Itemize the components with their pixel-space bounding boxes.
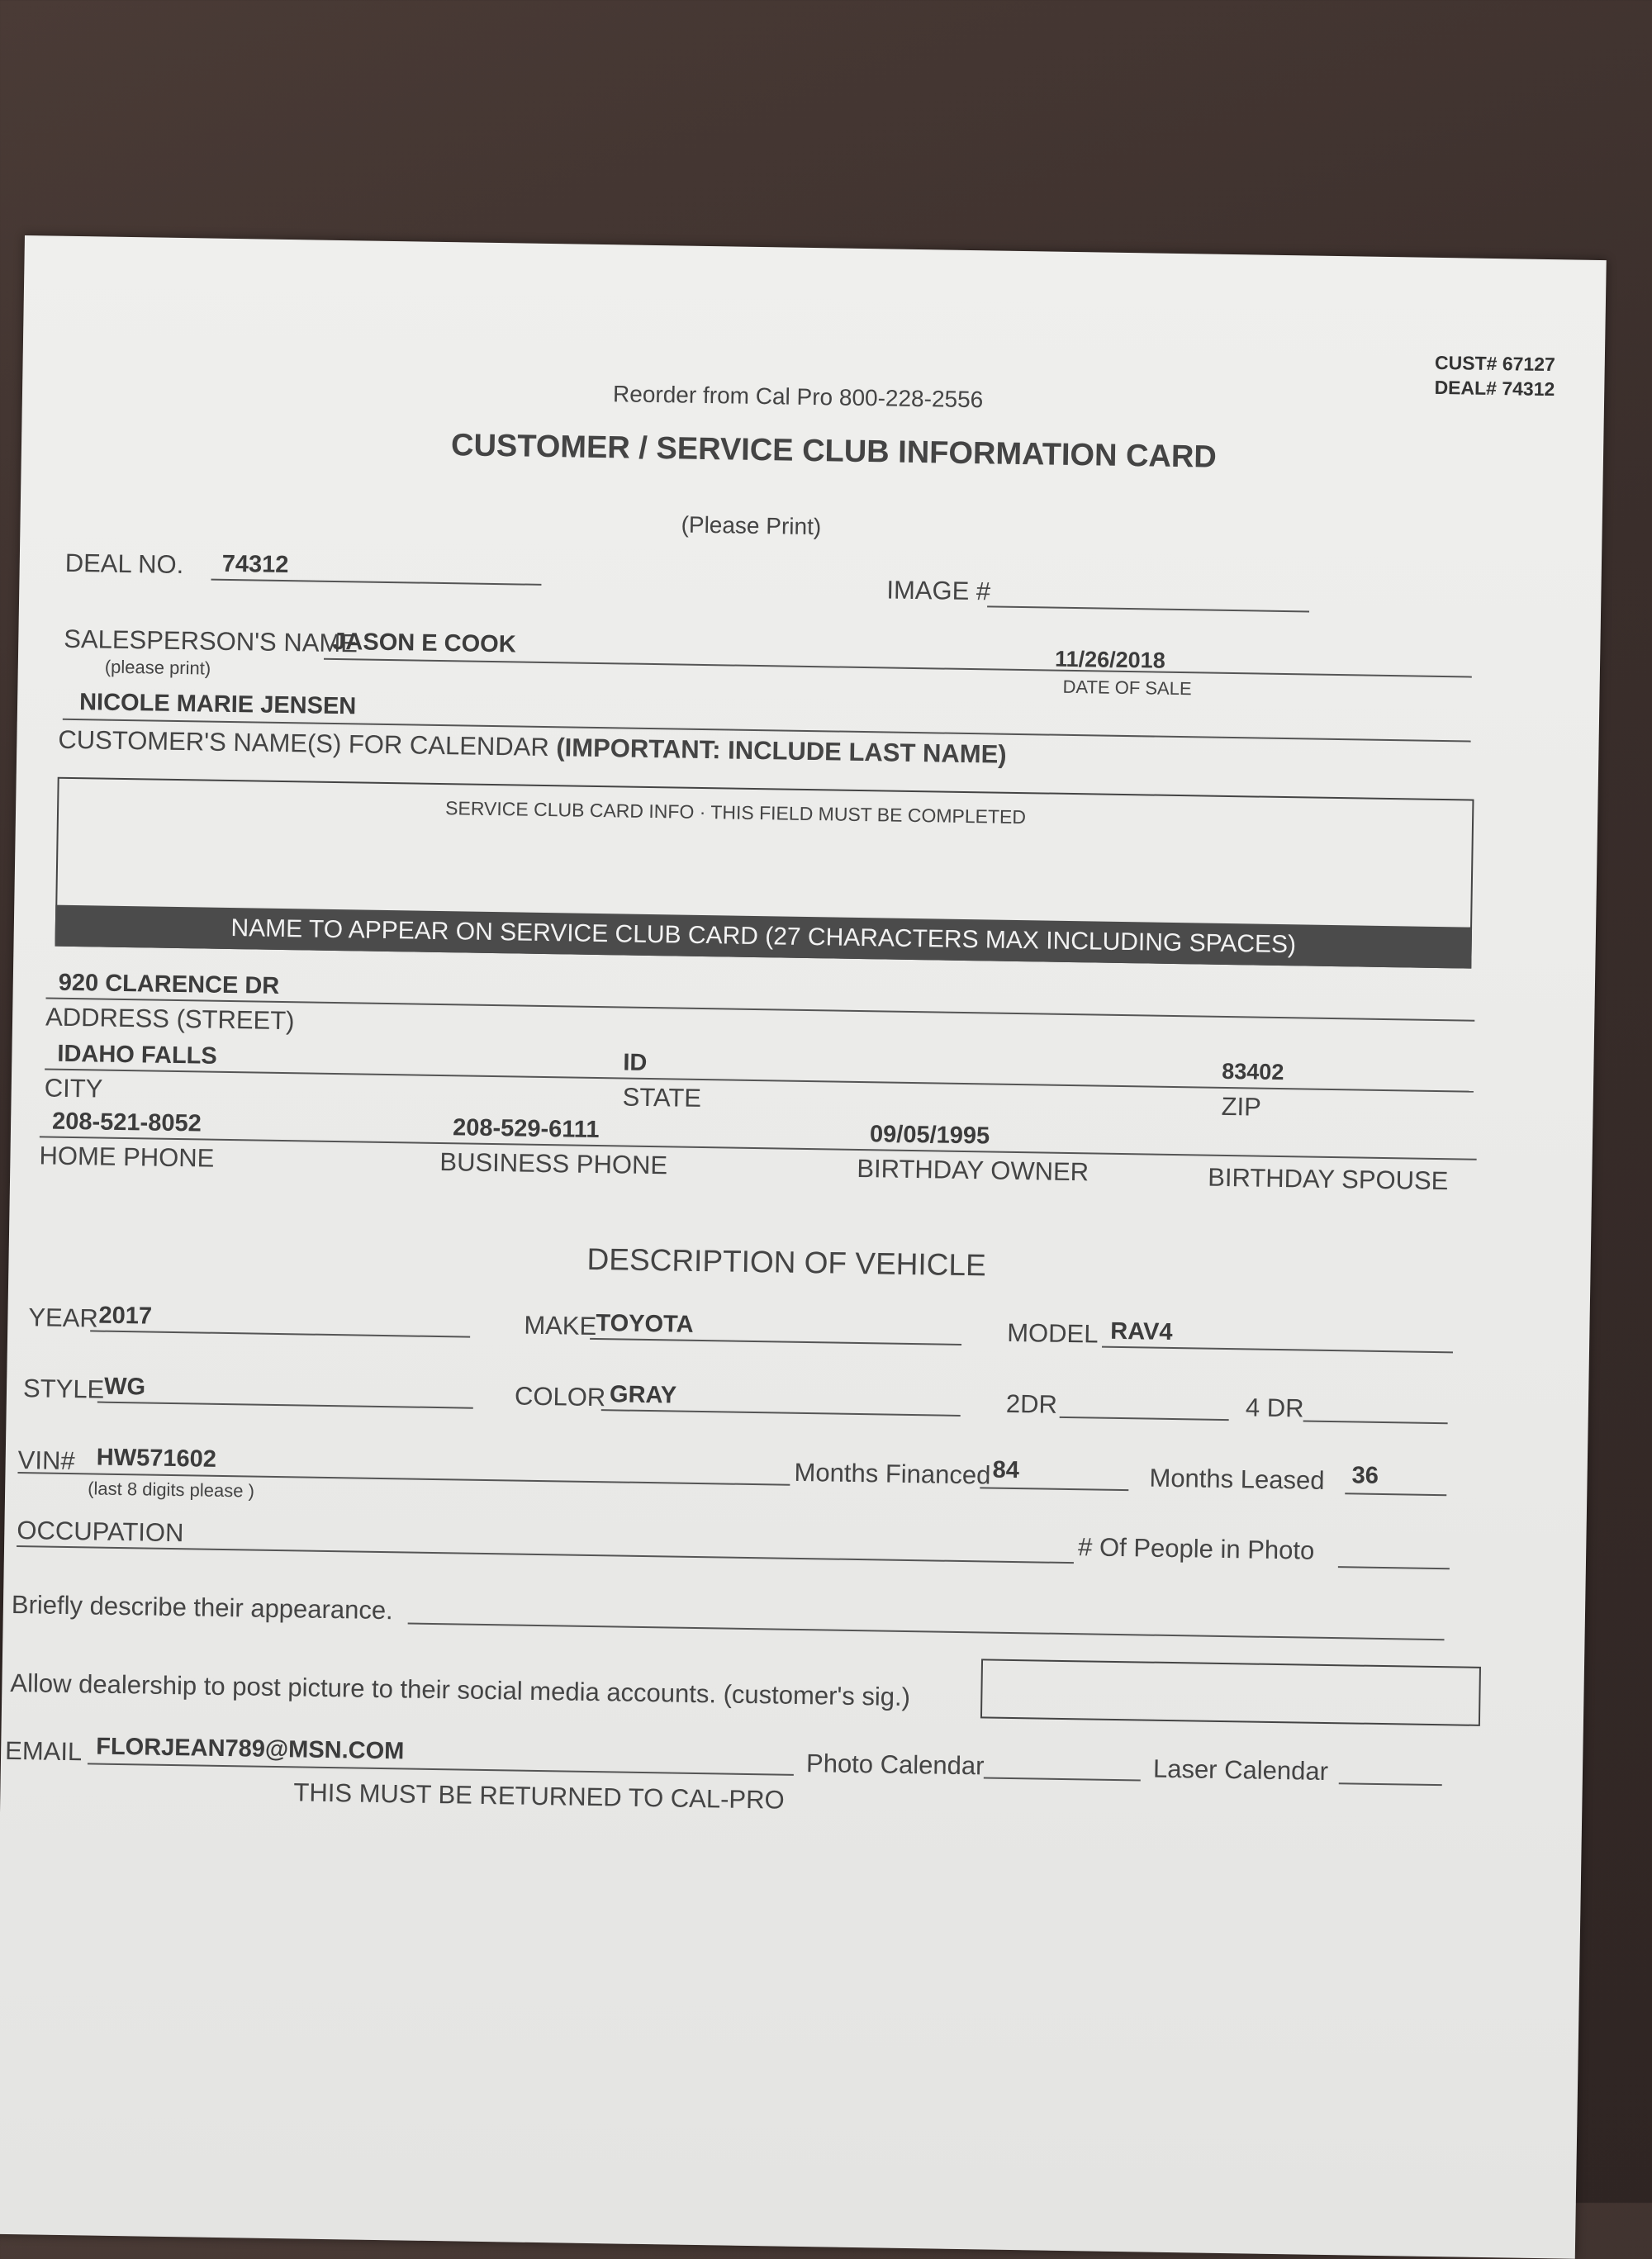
- year-line: [90, 1330, 470, 1337]
- phones-line: [40, 1136, 1477, 1160]
- email-value[interactable]: FLORJEAN789@MSN.COM: [96, 1733, 405, 1765]
- salesperson-value[interactable]: JASON E COOK: [332, 628, 516, 658]
- deal-no-line: [211, 579, 541, 586]
- people-in-photo-line: [1338, 1566, 1450, 1569]
- birthday-owner-value[interactable]: 09/05/1995: [869, 1121, 990, 1150]
- style-line: [97, 1402, 473, 1409]
- color-value[interactable]: GRAY: [609, 1381, 677, 1409]
- address-value[interactable]: 920 CLARENCE DR: [58, 969, 280, 999]
- vin-value[interactable]: HW571602: [96, 1444, 217, 1473]
- image-no-label: IMAGE #: [886, 575, 991, 606]
- months-financed-line: [980, 1487, 1128, 1491]
- vin-sub: (last 8 digits please ): [87, 1478, 255, 1502]
- two-dr-label: 2DR: [1005, 1388, 1058, 1419]
- photo-calendar-line: [984, 1777, 1141, 1781]
- salesperson-sub: (please print): [104, 656, 211, 679]
- laser-calendar-label: Laser Calendar: [1152, 1754, 1329, 1787]
- social-media-label: Allow dealership to post picture to their social media accounts. (customer's sig.): [10, 1668, 911, 1712]
- zip-value[interactable]: 83402: [1222, 1058, 1284, 1085]
- months-financed-value[interactable]: 84: [992, 1456, 1020, 1484]
- business-phone-label: BUSINESS PHONE: [439, 1147, 668, 1180]
- service-club-card-bar: NAME TO APPEAR ON SERVICE CLUB CARD (27 CHARACTERS MAX INCLUDING SPACES): [55, 905, 1472, 969]
- home-phone-label: HOME PHONE: [39, 1141, 215, 1173]
- photo-calendar-label: Photo Calendar: [805, 1749, 985, 1781]
- form-card: [0, 235, 1607, 2259]
- deal-no-label: DEAL NO.: [64, 548, 184, 580]
- color-label: COLOR: [514, 1381, 606, 1412]
- vin-label: VIN#: [17, 1445, 75, 1476]
- vehicle-section-title: DESCRIPTION OF VEHICLE: [586, 1241, 987, 1283]
- date-of-sale-label: DATE OF SALE: [1062, 676, 1192, 700]
- business-phone-value[interactable]: 208-529-6111: [452, 1114, 600, 1144]
- laser-calendar-line: [1339, 1782, 1442, 1786]
- cust-number: CUST# 67127: [1434, 351, 1555, 376]
- months-financed-label: Months Financed: [794, 1457, 991, 1490]
- state-label: STATE: [622, 1082, 702, 1113]
- make-label: MAKE: [524, 1310, 597, 1341]
- customer-name-value[interactable]: NICOLE MARIE JENSEN: [78, 689, 357, 720]
- please-print-note: (Please Print): [681, 511, 822, 540]
- year-label: YEAR: [28, 1303, 99, 1333]
- color-line: [601, 1409, 961, 1417]
- address-label: ADDRESS (STREET): [45, 1002, 295, 1036]
- city-label: CITY: [44, 1073, 103, 1103]
- appearance-line: [408, 1622, 1445, 1640]
- home-phone-value[interactable]: 208-521-8052: [51, 1108, 202, 1137]
- email-line: [88, 1763, 794, 1775]
- people-in-photo-label: # Of People in Photo: [1077, 1532, 1315, 1565]
- footer-note: THIS MUST BE RETURNED TO CAL-PRO: [293, 1777, 785, 1815]
- state-value[interactable]: ID: [623, 1049, 648, 1076]
- date-of-sale-value[interactable]: 11/26/2018: [1054, 646, 1165, 673]
- appearance-label: Briefly describe their appearance.: [11, 1589, 393, 1625]
- city-value[interactable]: IDAHO FALLS: [57, 1040, 218, 1070]
- customer-name-important: (IMPORTANT: INCLUDE LAST NAME): [556, 733, 1007, 769]
- model-value[interactable]: RAV4: [1110, 1317, 1173, 1345]
- occupation-label: OCCUPATION: [17, 1516, 184, 1548]
- style-label: STYLE: [22, 1374, 105, 1404]
- reorder-text: Reorder from Cal Pro 800-228-2556: [612, 381, 984, 413]
- months-leased-line: [1345, 1493, 1446, 1496]
- deal-no-value[interactable]: 74312: [221, 550, 289, 579]
- birthday-spouse-label: BIRTHDAY SPOUSE: [1207, 1162, 1449, 1196]
- cust-deal-block: [1434, 350, 1555, 401]
- four-dr-line: [1303, 1420, 1448, 1424]
- zip-label: ZIP: [1221, 1091, 1262, 1122]
- signature-box[interactable]: [980, 1659, 1481, 1725]
- page-title: CUSTOMER / SERVICE CLUB INFORMATION CARD: [450, 428, 1218, 475]
- four-dr-label: 4 DR: [1245, 1393, 1304, 1423]
- salesperson-label: SALESPERSON'S NAME: [64, 624, 358, 658]
- model-label: MODEL: [1007, 1317, 1099, 1349]
- model-line: [1102, 1346, 1453, 1354]
- months-leased-value[interactable]: 36: [1351, 1462, 1379, 1489]
- two-dr-line: [1060, 1417, 1229, 1421]
- salesperson-line: [324, 658, 1472, 678]
- service-club-header: SERVICE CLUB CARD INFO · THIS FIELD MUST BE COMPLETED: [444, 797, 1027, 828]
- occupation-line: [17, 1545, 1074, 1564]
- make-value[interactable]: TOYOTA: [596, 1310, 694, 1338]
- deal-number-corner: DEAL# 74312: [1434, 376, 1555, 401]
- birthday-owner-label: BIRTHDAY OWNER: [857, 1153, 1089, 1187]
- year-value[interactable]: 2017: [98, 1302, 153, 1330]
- email-label: EMAIL: [4, 1735, 83, 1767]
- style-value[interactable]: WG: [103, 1373, 146, 1401]
- months-leased-label: Months Leased: [1149, 1463, 1325, 1495]
- customer-name-label-text: CUSTOMER'S NAME(S) FOR CALENDAR: [58, 724, 550, 762]
- image-no-line: [987, 605, 1309, 612]
- make-line: [590, 1338, 961, 1345]
